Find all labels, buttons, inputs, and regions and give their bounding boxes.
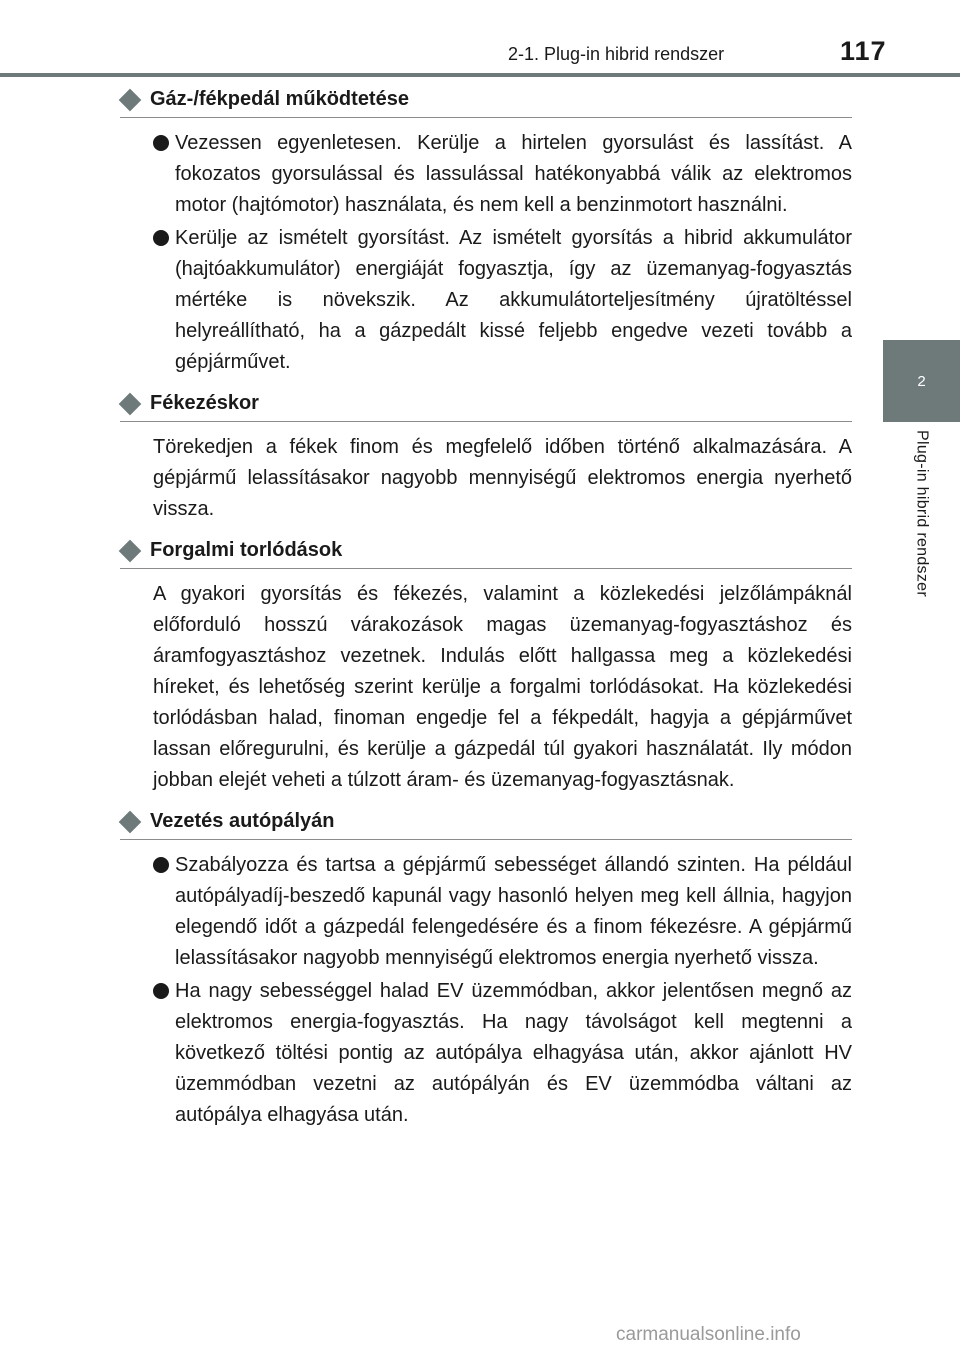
- chapter-number: 2: [917, 372, 926, 390]
- bullet-text: Kerülje az ismételt gyorsítást. Az ismételt gyorsítás a hibrid akkumulátor (hajtóakkumulátor) energiáját fogyasztja, így az üzemanyag-fogyasztás mértéke is növekszik. Az akkumulátorteljesítmény újratöltéssel helyreállítható, ha a gázpedált kissé feljebb engedve vezeti tovább a gépjárművet.: [175, 227, 852, 373]
- bullet-item: [120, 223, 852, 378]
- section-highway-driving: [120, 810, 852, 1131]
- diamond-icon: [119, 392, 142, 415]
- section-heading: [120, 810, 852, 840]
- section-title: Fékezéskor: [150, 392, 259, 414]
- diamond-icon: [119, 88, 142, 111]
- bullet-icon: [153, 135, 169, 151]
- page-number: 117: [840, 36, 887, 66]
- section-heading: [120, 392, 852, 422]
- bullet-text: Vezessen egyenletesen. Kerülje a hirtelen gyorsulást és lassítást. A fokozatos gyorsulással és lassulással hatékonyabbá válik az elektromos motor (hajtómotor) használata, és nem kell a benzinmotort használni.: [175, 132, 852, 216]
- chapter-tab: [883, 340, 960, 422]
- bullet-icon: [153, 983, 169, 999]
- section-paragraph: A gyakori gyorsítás és fékezés, valamint a közlekedési jelzőlámpáknál előforduló hosszú várakozások magas üzemanyag-fogyasztáshoz és áramfogyasztáshoz vezetnek. Indulás előtt hallgassa meg a közlekedési híreket, és lehetőség szerint kerülje a forgalmi torlódásokat. Ha közlekedési torlódásban halad, finoman engedje fel a fékpedált, hagyja a gépjárművet lassan előregurulni, és kerülje a gázpedál túl gyakori használatát. Ily módon jobban elejét veheti a túlzott áram- és üzemanyag-fogyasztásnak.: [153, 583, 852, 791]
- bullet-text: Szabályozza és tartsa a gépjármű sebességet állandó szinten. Ha például autópályadíj-beszedő kapunál vagy hasonló helyen meg kell állnia, hagyjon elegendő időt a gázpedál felengedésére és a finom fékezésre. A gépjármű lelassításakor nagyobb mennyiségű elektromos energia nyerhető vissza.: [175, 854, 852, 969]
- section-paragraph: Törekedjen a fékek finom és megfelelő időben történő alkalmazására. A gépjármű lelassításakor nagyobb mennyiségű elektromos energia nyerhető vissza.: [153, 436, 852, 520]
- page-content: [120, 88, 852, 1145]
- section-heading: [120, 539, 852, 569]
- diamond-icon: [119, 810, 142, 833]
- header-divider: [0, 73, 960, 77]
- section-title: Vezetés autópályán: [150, 810, 335, 832]
- section-gas-brake-pedal: [120, 88, 852, 378]
- bullet-item: [120, 850, 852, 974]
- watermark: carmanualsonline.info: [616, 1324, 801, 1345]
- section-heading: [120, 88, 852, 118]
- bullet-item: [120, 128, 852, 221]
- header-section-title: 2-1. Plug-in hibrid rendszer: [508, 44, 725, 64]
- bullet-item: [120, 976, 852, 1131]
- chapter-side-label: [883, 430, 960, 630]
- section-braking: [120, 392, 852, 525]
- chapter-label: Plug-in hibrid rendszer: [913, 430, 931, 597]
- diamond-icon: [119, 539, 142, 562]
- bullet-icon: [153, 230, 169, 246]
- section-traffic-jams: [120, 539, 852, 796]
- bullet-icon: [153, 857, 169, 873]
- section-title: Gáz-/fékpedál működtetése: [150, 88, 409, 110]
- bullet-text: Ha nagy sebességgel halad EV üzemmódban, akkor jelentősen megnő az elektromos energia-fogyasztás. Ha nagy távolságot kell megtenni a következő töltési pontig az autópálya elhagyása után, akkor ajánlott HV üzemmódban vezetni az autópályán és EV üzemmódba váltani az autópálya elhagyása után.: [175, 980, 852, 1126]
- section-title: Forgalmi torlódások: [150, 539, 343, 561]
